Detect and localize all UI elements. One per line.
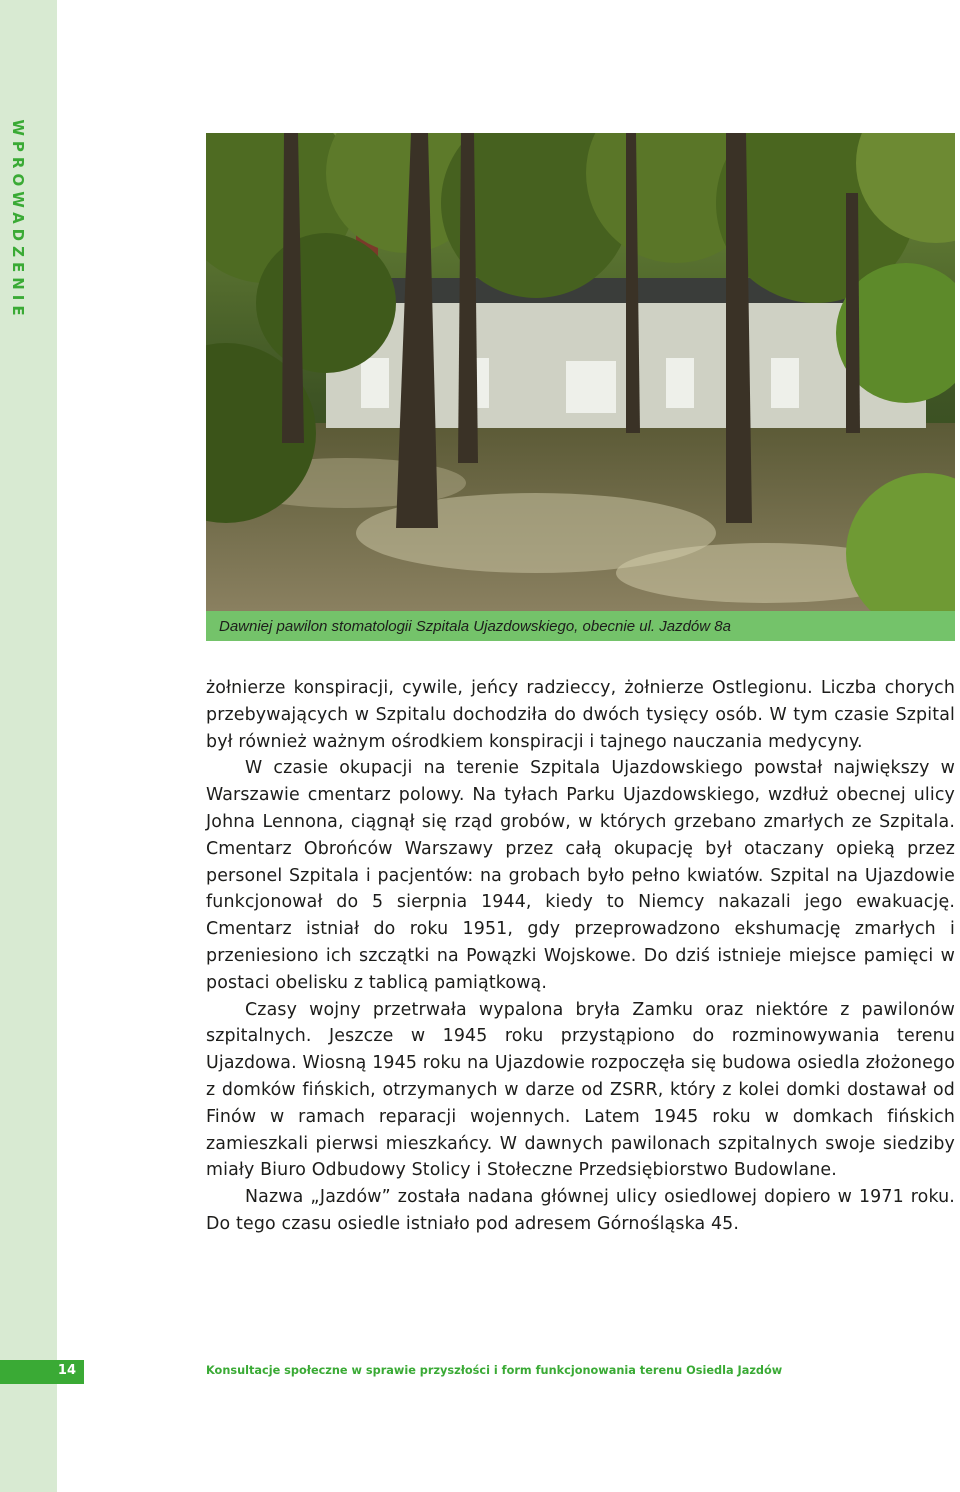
footer-title: Konsultacje społeczne w sprawie przyszłości i form funkcjonowania terenu Osiedla Jazdów	[206, 1364, 783, 1377]
photo-caption	[206, 611, 955, 641]
pavilion-photo	[206, 133, 955, 611]
paragraph: Czasy wojny przetrwała wypalona bryła Zamku oraz niektóre z pawilonów szpitalnych. Jeszcze w 1945 roku przystąpiono do rozminowywania terenu Ujazdowa. Wiosną 1945 roku na Ujazdowie rozpoczęła się budowa osiedla złożonego z domków fińskich, otrzymanych w darze od ZSRR, który z kolei domki dostawał od Finów w ramach reparacji wojennych. Latem 1945 roku w domkach fińskich zamieszkali pierwsi mieszkańcy. W dawnych pawilonach szpitalnych swoje siedziby miały Biuro Odbudowy Stolicy i Stołeczne Przedsiębiorstwo Budowlane.	[206, 999, 955, 1181]
page-number-bar	[0, 1360, 84, 1384]
photo-caption-text: Dawniej pawilon stomatologii Szpitala Ujazdowskiego, obecnie ul. Jazdów 8a	[219, 617, 731, 635]
section-label	[9, 119, 27, 320]
paragraph: żołnierze konspiracji, cywile, jeńcy radzieccy, żołnierze Ostlegionu. Liczba chorych przebywających w Szpitalu dochodziła do dwóch tysięcy osób. W tym czasie Szpital był również ważnym ośrodkiem konspiracji i tajnego nauczania medycyny.	[206, 678, 955, 752]
body-text	[206, 675, 955, 1238]
paragraph: W czasie okupacji na terenie Szpitala Ujazdowskiego powstał największy w Warszawie cmentarz polowy. Na tyłach Parku Ujazdowskiego, wzdłuż obecnej ulicy Johna Lennona, ciągnął się rząd grobów, w których grzebano zmarłych ze Szpitala. Cmentarz Obrońców Warszawy przez całą okupację był otaczany opieką przez personel Szpitala i pacjentów: na grobach było pełno kwiatów. Szpital na Ujazdowie funkcjonował do 5 sierpnia 1944, kiedy to Niemcy nakazali jego ewakuację. Cmentarz istniał do roku 1951, gdy przeprowadzono ekshumację zmarłych i przeniesiono ich szczątki na Powązki Wojskowe. Do dziś istnieje miejsce pamięci w postaci obelisku z tablicą pamiątkową.	[206, 758, 955, 993]
section-label-text: WPROWADZENIE	[9, 119, 27, 321]
paragraph: Nazwa „Jazdów” została nadana głównej ulicy osiedlowej dopiero w 1971 roku. Do tego czasu osiedle istniało pod adresem Górnośląska 45.	[206, 1187, 955, 1234]
page-number: 14	[57, 1363, 76, 1378]
photo-illustration	[206, 133, 955, 611]
